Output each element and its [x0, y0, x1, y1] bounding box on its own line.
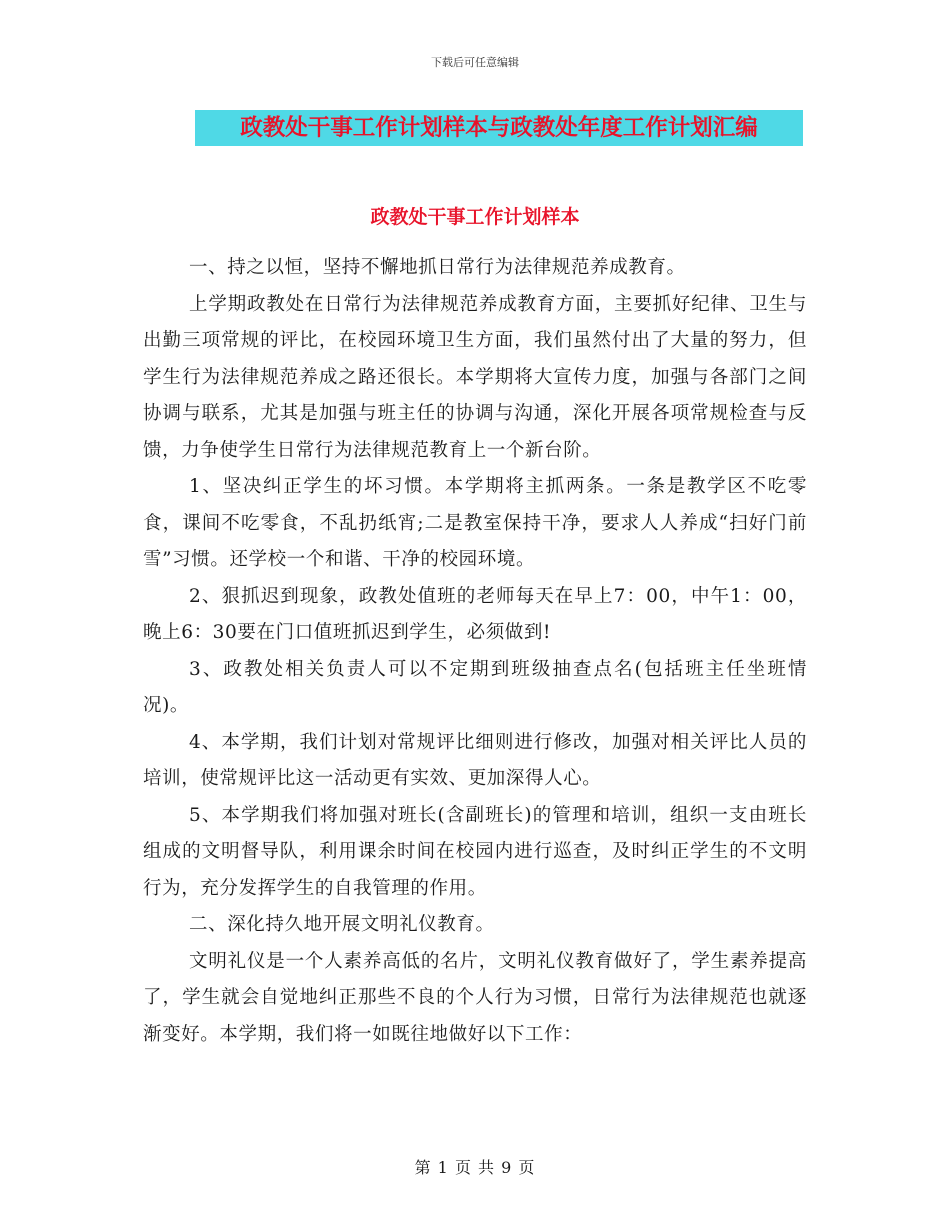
- document-title-highlight: [195, 110, 803, 146]
- paragraph: 上学期政教处在日常行为法律规范养成教育方面，主要抓好纪律、卫生与出勤三项常规的评比，在校园环境卫生方面，我们虽然付出了大量的努力，但学生行为法律规范养成之路还很长。本学期将大宣传力度，加强与各部门之间协调与联系，尤其是加强与班主任的协调与沟通，深化开展各项常规检查与反馈，力争使学生日常行为法律规范教育上一个新台阶。: [143, 293, 807, 461]
- paragraph-heading-1: 一、持之以恒，坚持不懈地抓日常行为法律规范养成教育。: [189, 257, 686, 278]
- paragraph-item-3: 3、政教处相关负责人可以不定期到班级抽查点名(包括班主任坐班情况)。: [143, 658, 807, 716]
- paragraph-item-1: 1、坚决纠正学生的坏习惯。本学期将主抓两条。一条是教学区不吃零食，课间不吃零食，不乱扔纸宵;二是教室保持干净，要求人人养成“扫好门前雪”习惯。还学校一个和谐、干净的校园环境。: [143, 476, 807, 570]
- paragraph-item-2: 2、狠抓迟到现象，政教处值班的老师每天在早上7：00，中午1：00，晚上6：30要在门口值班抓迟到学生，必须做到!: [143, 585, 807, 643]
- section-title: 政教处干事工作计划样本: [370, 206, 580, 228]
- paragraph-item-4: 4、本学期，我们计划对常规评比细则进行修改，加强对相关评比人员的培训，使常规评比这一活动更有实效、更加深得人心。: [143, 731, 807, 789]
- paragraph-heading-2: 二、深化持久地开展文明礼仪教育。: [189, 914, 495, 935]
- document-title: 政教处干事工作计划样本与政教处年度工作计划汇编: [240, 115, 758, 141]
- header-note: 下载后可任意编辑: [431, 56, 519, 69]
- page-number-footer: 第 1 页 共 9 页: [414, 1158, 536, 1177]
- paragraph: 文明礼仪是一个人素养高低的名片，文明礼仪教育做好了，学生素养提高了，学生就会自觉地纠正那些不良的个人行为习惯，日常行为法律规范也就逐渐变好。本学期，我们将一如既往地做好以下工作：: [143, 950, 807, 1045]
- document-body: [143, 250, 807, 1053]
- paragraph-item-5: 5、本学期我们将加强对班长(含副班长)的管理和培训，组织一支由班长组成的文明督导队，利用课余时间在校园内进行巡查，及时纠正学生的不文明行为，充分发挥学生的自我管理的作用。: [143, 804, 807, 899]
